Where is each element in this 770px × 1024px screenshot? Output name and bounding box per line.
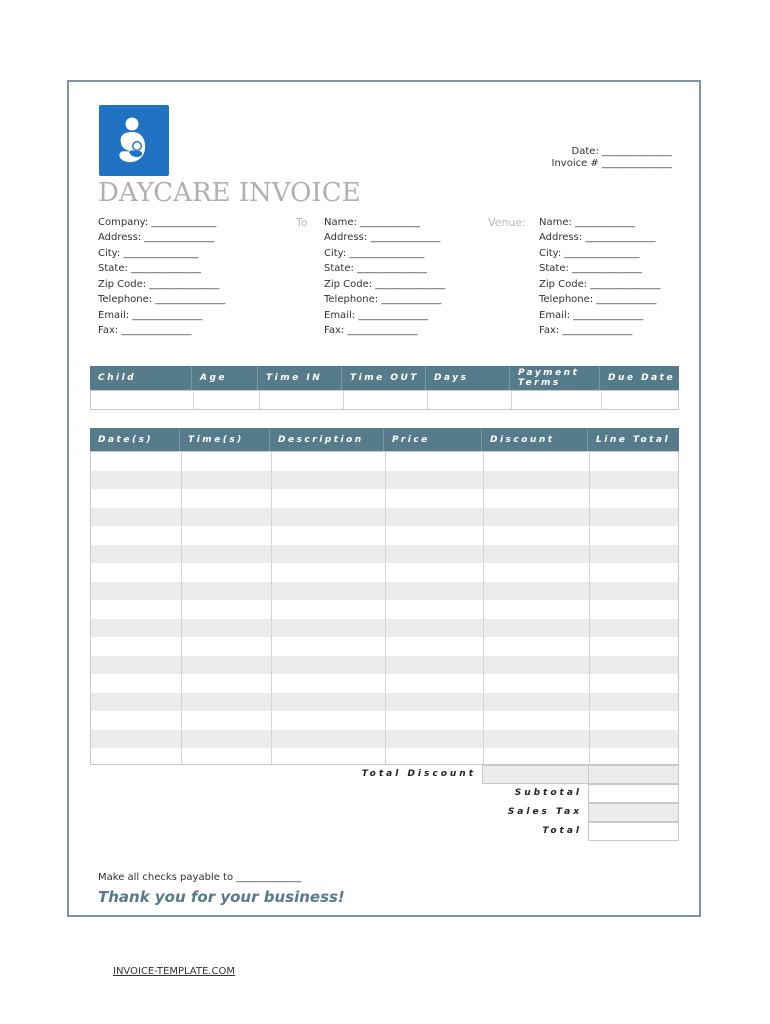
subtotal-field[interactable] (588, 784, 679, 803)
venue-fax[interactable]: Fax: ______________ (539, 325, 633, 336)
from-fax[interactable]: Fax: ______________ (98, 325, 192, 336)
total-discount-label: Total Discount (361, 769, 476, 779)
venue-state[interactable]: State: ______________ (539, 263, 643, 274)
venue-address[interactable]: Address: ______________ (539, 232, 656, 243)
to-state[interactable]: State: ______________ (324, 263, 428, 274)
col-age: Age (192, 366, 258, 390)
from-zip[interactable]: Zip Code: ______________ (98, 279, 220, 290)
from-telephone[interactable]: Telephone: ______________ (98, 294, 226, 305)
venue-telephone[interactable]: Telephone: ____________ (539, 294, 657, 305)
child-table-row[interactable] (90, 390, 679, 410)
from-state[interactable]: State: ______________ (98, 263, 202, 274)
venue-zip[interactable]: Zip Code: ______________ (539, 279, 661, 290)
venue-email[interactable]: Email: ______________ (539, 310, 644, 321)
to-address[interactable]: Address: ______________ (324, 232, 441, 243)
to-city[interactable]: City: _______________ (324, 248, 425, 259)
to-email[interactable]: Email: ______________ (324, 310, 429, 321)
col-time-out: Time OUT (342, 366, 426, 390)
col-line-total: Line Total (596, 434, 671, 445)
total-field[interactable] (588, 822, 679, 841)
col-payment-terms: Payment Terms (510, 366, 600, 390)
sales-tax-label: Sales Tax (507, 807, 582, 817)
mother-child-icon (99, 105, 169, 176)
col-dates: Date(s) (90, 428, 180, 451)
total-discount-line[interactable] (588, 765, 679, 784)
invoice-number-field[interactable]: Invoice # ______________ (551, 158, 672, 169)
total-label: Total (542, 826, 582, 836)
subtotal-label: Subtotal (514, 788, 582, 798)
from-email[interactable]: Email: ______________ (98, 310, 203, 321)
thank-you-message: Thank you for your business! (98, 888, 345, 906)
from-company[interactable]: Company: _____________ (98, 217, 217, 228)
col-due-date: Due Date (608, 373, 676, 383)
to-telephone[interactable]: Telephone: ____________ (324, 294, 442, 305)
from-address[interactable]: Address: ______________ (98, 232, 215, 243)
to-name[interactable]: Name: ____________ (324, 217, 421, 228)
venue-name[interactable]: Name: ____________ (539, 217, 636, 228)
col-times: Time(s) (180, 428, 270, 451)
col-price: Price (384, 428, 482, 451)
checks-payable-note[interactable]: Make all checks payable to _____________ (98, 872, 302, 883)
sales-tax-field[interactable] (588, 803, 679, 822)
col-child: Child (90, 366, 192, 390)
child-table-header (90, 366, 679, 390)
col-days: Days (426, 366, 510, 390)
site-link[interactable]: INVOICE-TEMPLATE.COM (113, 966, 235, 977)
to-fax[interactable]: Fax: ______________ (324, 325, 418, 336)
col-time-in: Time IN (258, 366, 342, 390)
col-discount: Discount (482, 428, 588, 451)
logo (99, 105, 169, 176)
col-description: Description (270, 428, 384, 451)
total-discount-field[interactable] (482, 765, 589, 784)
page-title: DAYCARE INVOICE (98, 178, 361, 208)
items-table-header (90, 428, 679, 451)
to-zip[interactable]: Zip Code: ______________ (324, 279, 446, 290)
venue-label: Venue: (488, 216, 526, 229)
from-city[interactable]: City: _______________ (98, 248, 199, 259)
date-field[interactable]: Date: ______________ (571, 146, 672, 157)
venue-city[interactable]: City: _______________ (539, 248, 640, 259)
to-label: To (296, 216, 308, 229)
items-table-body[interactable] (90, 451, 679, 765)
